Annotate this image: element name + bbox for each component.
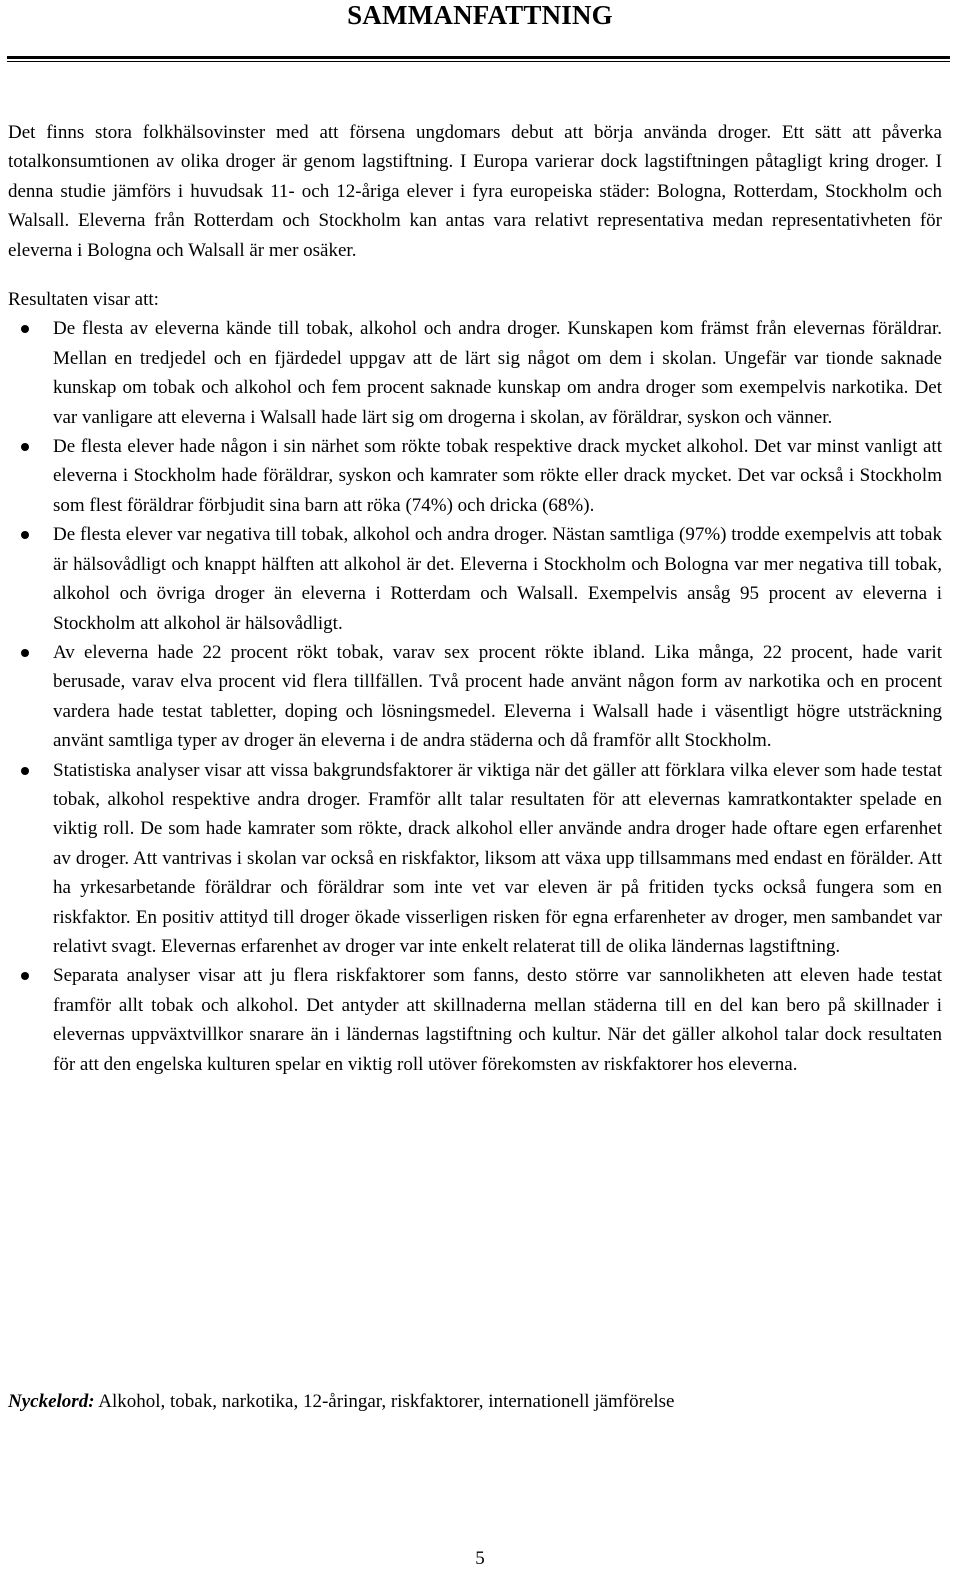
page-title: SAMMANFATTNING — [347, 0, 613, 30]
finding-item — [8, 756, 942, 962]
finding-text: Separata analyser visar att ju flera riskfaktorer som fanns, desto större var sannolikheten att eleven hade testat framför allt tobak och alkohol. Det antyder att skillnaderna mellan städerna till en del kan bero på skillnader i elevernas uppväxtvillkor snarare än i ländernas lagstiftning och kultur. När det gäller alkohol talar dock resultaten för att den engelska kulturen spelar en viktig roll utöver förekomsten av riskfaktorer hos eleverna. — [53, 965, 942, 1075]
bullet-icon — [21, 443, 29, 451]
results-lead: Resultaten visar att: — [8, 289, 159, 311]
page-number: 5 — [475, 1548, 485, 1569]
finding-item — [8, 638, 942, 756]
bullet-icon — [21, 972, 29, 980]
keywords-text: Alkohol, tobak, narkotika, 12-åringar, riskfaktorer, internationell jämförelse — [98, 1391, 675, 1412]
finding-item — [8, 432, 942, 520]
finding-item — [8, 961, 942, 1079]
title-rule-thin — [7, 61, 950, 62]
keywords-label: Nyckelord: — [8, 1391, 95, 1412]
finding-text: Statistiska analyser visar att vissa bakgrundsfaktorer är viktiga när det gäller att förklara vilka elever som hade testat tobak, alkohol respektive andra droger. Framför allt talar resultaten för att elevernas kamratkontakter spelade en viktig roll. De som hade kamrater som rökte, drack alkohol eller använde andra droger hade oftare egen erfarenhet av droger. Att vantrivas i skolan var också en riskfaktor, liksom att växa upp tillsammans med endast en förälder. Att ha yrkesarbetande föräldrar och föräldrar som inte vet var eleven är på fritiden tycks också fungera som en riskfaktor. En positiv attityd till droger ökade visserligen risken för egna erfarenheter av droger, men sambandet var relativt svagt. Elevernas erfarenhet av droger var inte enkelt relaterat till de olika ländernas lagstiftning. — [53, 759, 942, 957]
bullet-icon — [21, 649, 29, 657]
finding-text: De flesta elever hade någon i sin närhet som rökte tobak respektive drack mycket alkohol. Det var minst vanligt att eleverna i Stockholm hade föräldrar, syskon och kamrater som rökte eller drack mycket. Det var också i Stockholm som flest föräldrar förbjudit sina barn att röka (74%) och dricka (68%). — [53, 436, 942, 516]
findings-list — [8, 314, 942, 1079]
finding-text: Av eleverna hade 22 procent rökt tobak, varav sex procent rökte ibland. Lika många, 22 procent, hade varit berusade, varav elva procent vid flera tillfällen. Två procent hade använt någon form av narkotika och en procent vardera hade testat tabletter, doping och lösningsmedel. Eleverna i Walsall hade i väsentligt högre utsträckning använt samtliga typer av droger än eleverna i de andra städerna och då framför allt Stockholm. — [53, 641, 942, 752]
bullet-icon — [21, 325, 29, 333]
bullet-icon — [21, 531, 29, 539]
finding-item — [8, 314, 942, 432]
title-rule-thick — [7, 56, 950, 59]
keywords-line — [8, 1387, 674, 1416]
summary-body — [8, 118, 942, 1079]
bullet-icon — [21, 767, 29, 775]
finding-text: De flesta elever var negativa till tobak, alkohol och andra droger. Nästan samtliga (97%) trodde exempelvis att tobak är hälsovådligt och knappt hälften att alkohol är det. Eleverna i Stockholm och Bologna var mer negativa till tobak, alkohol och övriga droger än eleverna i Rotterdam och Walsall. Exempelvis ansåg 95 procent av eleverna i Stockholm att alkohol är hälsovådligt. — [53, 524, 942, 634]
intro-paragraph: Det finns stora folkhälsovinster med att försena ungdomars debut att börja använda droger. Ett sätt att påverka totalkonsumtionen av olika droger är genom lagstiftning. I Europa varierar dock lagstiftningen påtagligt kring droger. I denna studie jämförs i huvudsak 11- och 12-åriga elever i fyra europeiska städer: Bologna, Rotterdam, Stockholm och Walsall. Eleverna från Rotterdam och Stockholm kan antas vara relativt representativa medan representativheten för eleverna i Bologna och Walsall är mer osäker. — [8, 122, 942, 261]
finding-item — [8, 520, 942, 638]
finding-text: De flesta av eleverna kände till tobak, alkohol och andra droger. Kunskapen kom främst från elevernas föräldrar. Mellan en tredjedel och en fjärdedel uppgav att de lärt sig något om dem i skolan. Ungefär var tionde saknade kunskap om tobak och alkohol och fem procent saknade kunskap om andra droger som exempelvis narkotika. Det var vanligare att eleverna i Walsall hade lärt sig om drogerna i skolan, av föräldrar, syskon och vänner. — [53, 318, 942, 428]
